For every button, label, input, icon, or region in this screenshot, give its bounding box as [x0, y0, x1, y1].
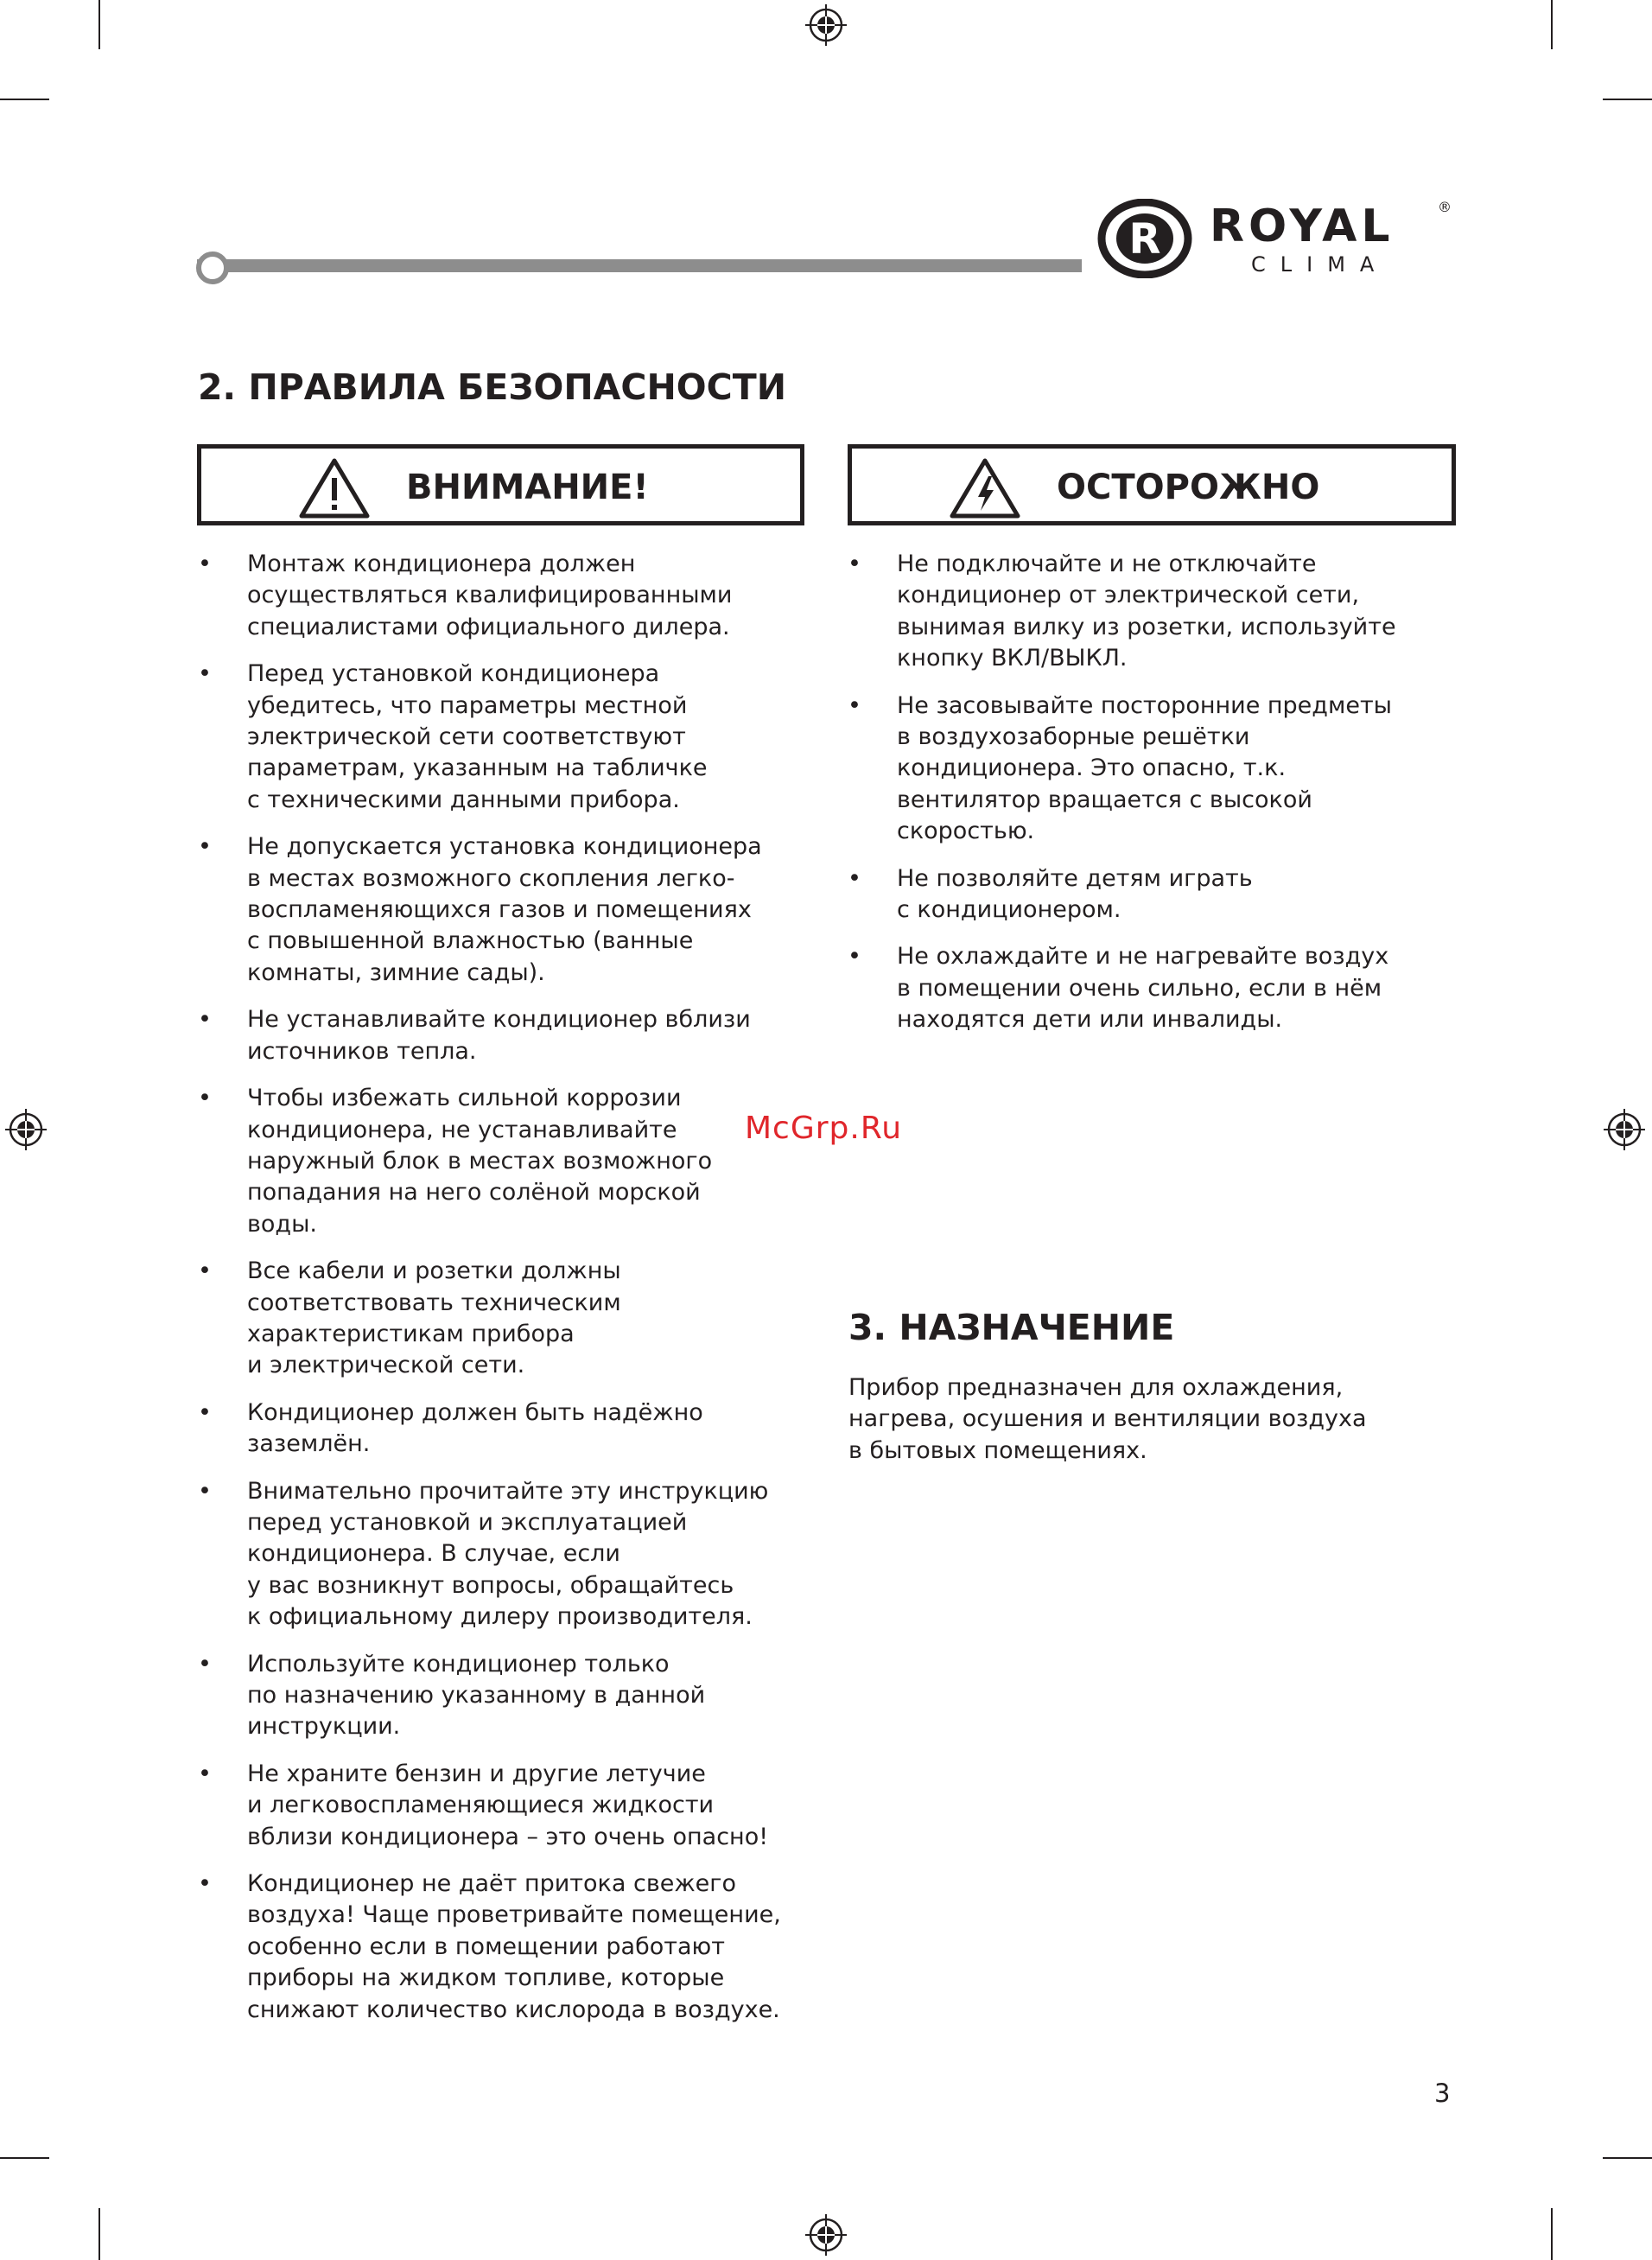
- crop-mark: [0, 99, 49, 100]
- list-item: • Не храните бензин и другие летучие и легковоспламеняющиеся жидкости вблизи кондиционера – это очень опасно!: [198, 1759, 829, 1853]
- attention-label: ВНИМАНИЕ!: [406, 468, 649, 507]
- header-rule: [197, 259, 1082, 272]
- emblem-letter: R: [1128, 215, 1161, 264]
- crop-mark: [1603, 99, 1652, 100]
- list-item: • Не засовывайте посторонние предметы в воздухозаборные решётки кондиционера. Это опасно, т.к. вентилятор вращается с высокой скоростью.: [848, 691, 1478, 848]
- list-item: • Не устанавливайте кондиционер вблизи источников тепла.: [198, 1004, 829, 1067]
- brand-logo: [1097, 199, 1460, 278]
- list-item: • Кондиционер должен быть надёжно заземлён.: [198, 1397, 829, 1461]
- caution-box: [848, 444, 1456, 525]
- section-2-heading: 2. ПРАВИЛА БЕЗОПАСНОСТИ: [198, 366, 787, 408]
- list-item: • Внимательно прочитайте эту инструкцию перед установкой и эксплуатацией кондиционера. В случае, если у вас возникнут вопросы, обращайтесь к официальному дилеру производителя.: [198, 1476, 829, 1633]
- caution-list: [848, 549, 1478, 1052]
- section-3-heading: 3. НАЗНАЧЕНИЕ: [848, 1307, 1175, 1348]
- registration-mark-icon: [5, 1109, 47, 1150]
- crop-mark: [0, 2157, 49, 2159]
- caution-label: ОСТОРОЖНО: [1057, 468, 1320, 507]
- registration-mark-icon: [1604, 1109, 1645, 1150]
- warning-triangle-icon: [298, 457, 371, 519]
- crop-mark: [98, 2208, 100, 2260]
- attention-list: [198, 549, 829, 2041]
- crop-mark: [1551, 2208, 1553, 2260]
- list-item: • Кондиционер не даёт притока свежего воздуха! Чаще проветривайте помещение, особенно если в помещении работают приборы на жидком топливе, которые снижают количество кислорода в воздухе.: [198, 1868, 829, 2026]
- page-number: 3: [1434, 2079, 1451, 2108]
- section-3-text: Прибор предназначен для охлаждения, нагрева, осушения и вентиляции воздуха в бытовых помещениях.: [848, 1374, 1367, 1464]
- electric-hazard-icon: [949, 457, 1021, 519]
- attention-box: [197, 444, 804, 525]
- brand-sub: CLIMA: [1251, 252, 1389, 277]
- registration-mark-icon: [805, 2214, 847, 2256]
- list-item: • Перед установкой кондиционера убедитесь, что параметры местной электрической сети соответствуют параметрам, указанным на табличке с техническими данными прибора.: [198, 659, 829, 816]
- crop-mark: [1603, 2157, 1652, 2159]
- registration-mark-icon: [805, 4, 847, 46]
- royal-emblem-icon: [1097, 199, 1192, 278]
- list-item: • Используйте кондиционер только по назначению указанному в данной инструкции.: [198, 1649, 829, 1743]
- crop-mark: [98, 0, 100, 49]
- list-item: • Не подключайте и не отключайте кондиционер от электрической сети, вынимая вилку из розетки, используйте кнопку ВКЛ/ВЫКЛ.: [848, 549, 1478, 675]
- list-item: • Чтобы избежать сильной коррозии кондиционера, не устанавливайте наружный блок в местах возможного попадания на него солёной морской воды.: [198, 1083, 829, 1240]
- list-item: • Не допускается установка кондиционера в местах возможного скопления легко- воспламеняющихся газов и помещениях с повышенной влажностью (ванные комнаты, зимние сады).: [198, 831, 829, 989]
- list-item: • Все кабели и розетки должны соответствовать техническим характеристикам прибора и электрической сети.: [198, 1256, 829, 1382]
- registered-mark: ®: [1438, 199, 1452, 215]
- brand-name: ROYAL: [1210, 201, 1395, 252]
- header-rule-circle: [196, 251, 229, 284]
- list-item: • Не позволяйте детям играть с кондиционером.: [848, 863, 1478, 926]
- list-item: • Монтаж кондиционера должен осуществляться квалифицированными специалистами официального дилера.: [198, 549, 829, 643]
- watermark: McGrp.Ru: [745, 1111, 903, 1146]
- list-item: • Не охлаждайте и не нагревайте воздух в помещении очень сильно, если в нём находятся дети или инвалиды.: [848, 941, 1478, 1035]
- crop-mark: [1551, 0, 1553, 49]
